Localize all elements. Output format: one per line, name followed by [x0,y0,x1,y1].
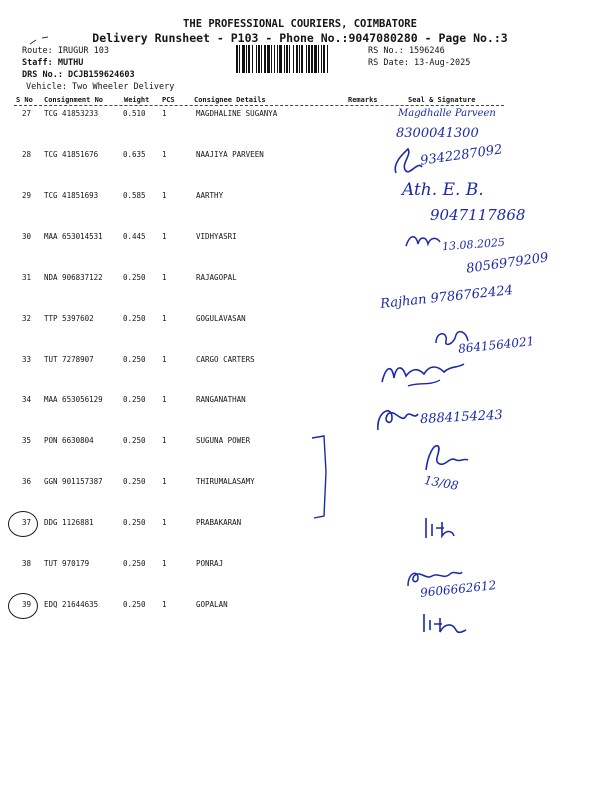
barcode [236,45,361,73]
signature-30-date: 13.08.2025 [441,235,506,254]
table-row [0,314,600,326]
row-consignee: GOPALAN [196,600,228,609]
row-sno: 30 [22,232,32,241]
table-row [0,395,600,407]
row-consignment-no: TUT 970179 [44,559,90,568]
row-pcs: 1 [162,518,167,527]
header-divider [14,105,504,106]
row-weight: 0.250 [123,600,146,609]
barcode-bar [264,45,266,73]
barcode-bar [239,45,240,73]
signature-39-scribble [418,610,468,636]
barcode-bar [323,45,325,73]
barcode-bar [296,45,298,73]
row-consignment-no: NDA 906837122 [44,273,103,282]
row-weight: 0.250 [123,314,146,323]
row-weight: 0.250 [123,436,146,445]
barcode-bar [321,45,322,73]
row-weight: 0.250 [123,559,146,568]
rs-number: RS No.: 1596246 [368,46,445,56]
barcode-bar [301,45,303,73]
row-consignee: GOGULAVASAN [196,314,246,323]
signature-32-phone: 8641564021 [457,334,535,356]
row-sno: 32 [22,314,32,323]
company-title: THE PROFESSIONAL COURIERS, COIMBATORE [183,18,417,30]
row-weight: 0.635 [123,150,146,159]
barcode-bar [242,45,245,73]
circle-mark-39 [8,593,38,619]
table-row [0,436,600,448]
barcode-bar [267,45,270,73]
row-pcs: 1 [162,436,167,445]
signature-35-scribble [420,440,470,474]
barcode-bar [279,45,282,73]
barcode-bar [306,45,307,73]
row-consignee: THIRUMALASAMY [196,477,255,486]
barcode-bar [289,45,290,73]
row-sno: 35 [22,436,32,445]
row-pcs: 1 [162,559,167,568]
row-consignment-no: TCG 41853233 [44,109,99,118]
barcode-bar [284,45,285,73]
row-consignee: SUGUNA POWER [196,436,251,445]
table-row [0,150,600,162]
row-sno: 28 [22,150,32,159]
signature-34-scribble [372,402,420,436]
row-consignment-no: DDG 1126881 [44,518,94,527]
row-weight: 0.585 [123,191,146,200]
barcode-bar [271,45,272,73]
barcode-bar [274,45,275,73]
signature-28-phone: 9342287092 [419,142,504,169]
row-sno: 27 [22,109,32,118]
signature-30-phone: 8056979209 [465,250,550,277]
drs-number: DRS No.: DCJB159624603 [22,70,135,80]
signature-29-name: Ath. E. B. [402,180,484,200]
row-pcs: 1 [162,232,167,241]
barcode-bar [327,45,328,73]
signature-29-phone: 9047117868 [430,206,526,224]
barcode-bar [277,45,278,73]
barcode-bar [311,45,313,73]
table-row [0,109,600,121]
row-sno: 36 [22,477,32,486]
row-weight: 0.250 [123,355,146,364]
table-row [0,600,600,612]
barcode-bar [246,45,247,73]
row-consignee: MAGDHALINE SUGANYA [196,109,278,118]
table-row [0,477,600,489]
barcode-bar [258,45,260,73]
row-consignee: PRABAKARAN [196,518,242,527]
barcode-bar [252,45,253,73]
vehicle-label: Vehicle: Two Wheeler Delivery [26,82,175,92]
table-row [0,559,600,571]
signature-37-scribble [420,514,460,542]
runsheet-subtitle: Delivery Runsheet - P103 - Phone No.:9047080280 - Page No.:3 [92,31,508,45]
barcode-bar [256,45,257,73]
row-weight: 0.445 [123,232,146,241]
row-weight: 0.250 [123,477,146,486]
barcode-bar [286,45,288,73]
table-row [0,518,600,530]
barcode-bar [318,45,319,73]
col-header-remarks: Remarks [348,96,378,104]
col-header-consignee: Consignee Details [194,96,266,104]
row-consignee: RANGANATHAN [196,395,246,404]
row-sno: 37 [22,518,32,527]
signature-33-scribble [378,356,468,392]
bracket-mark [306,432,336,524]
row-pcs: 1 [162,191,167,200]
col-header-pcs: PCS [162,96,175,104]
row-consignment-no: TCG 41851693 [44,191,99,200]
signature-31: Rajhan 9786762424 [379,283,514,312]
table-row [0,355,600,367]
row-consignee: AARTHY [196,191,224,200]
signature-34-phone: 8884154243 [419,407,504,428]
barcode-bar [293,45,294,73]
row-pcs: 1 [162,600,167,609]
row-pcs: 1 [162,273,167,282]
row-sno: 39 [22,600,32,609]
route-label: Route: IRUGUR 103 [22,46,109,56]
row-sno: 38 [22,559,32,568]
row-weight: 0.250 [123,273,146,282]
circle-mark-37 [8,511,38,537]
barcode-bar [261,45,262,73]
row-consignment-no: MAA 653056129 [44,395,103,404]
row-weight: 0.510 [123,109,146,118]
col-header-seal: Seal & Signature [408,96,476,104]
table-row [0,232,600,244]
row-consignee: RAJAGOPAL [196,273,237,282]
barcode-bar [299,45,300,73]
col-header-consignment: Consignment No [44,96,104,104]
row-pcs: 1 [162,355,167,364]
row-pcs: 1 [162,395,167,404]
signature-27-phone: 8300041300 [396,126,479,141]
row-consignment-no: PON 6630804 [44,436,94,445]
table-row [0,191,600,203]
row-sno: 31 [22,273,32,282]
row-pcs: 1 [162,314,167,323]
col-header-sno: S No [16,96,33,104]
row-sno: 33 [22,355,32,364]
row-consignment-no: MAA 653014531 [44,232,103,241]
row-consignee: PONRAJ [196,559,224,568]
staff-label: Staff: MUTHU [22,58,84,68]
row-consignee: NAAJIYA PARVEEN [196,150,264,159]
barcode-bar [236,45,238,73]
rs-date: RS Date: 13-Aug-2025 [368,58,471,68]
barcode-bar [308,45,310,73]
row-weight: 0.250 [123,395,146,404]
signature-27-name: Magdhalle Parveen [398,108,496,119]
row-consignee: CARGO CARTERS [196,355,255,364]
row-consignee: VIDHYASRI [196,232,237,241]
barcode-bar [248,45,250,73]
signature-30-scribble [402,230,442,254]
row-pcs: 1 [162,150,167,159]
row-consignment-no: EDQ 21644635 [44,600,99,609]
signature-38-phone: 9606662612 [419,578,497,600]
row-sno: 29 [22,191,32,200]
row-consignment-no: GGN 901157387 [44,477,103,486]
signature-36-date: 13/08 [423,473,460,493]
barcode-bar [314,45,317,73]
row-pcs: 1 [162,477,167,486]
row-consignment-no: TTP 5397602 [44,314,94,323]
row-weight: 0.250 [123,518,146,527]
row-consignment-no: TUT 7278907 [44,355,94,364]
row-pcs: 1 [162,109,167,118]
col-header-weight: Weight [124,96,150,104]
row-sno: 34 [22,395,32,404]
row-consignment-no: TCG 41851676 [44,150,99,159]
